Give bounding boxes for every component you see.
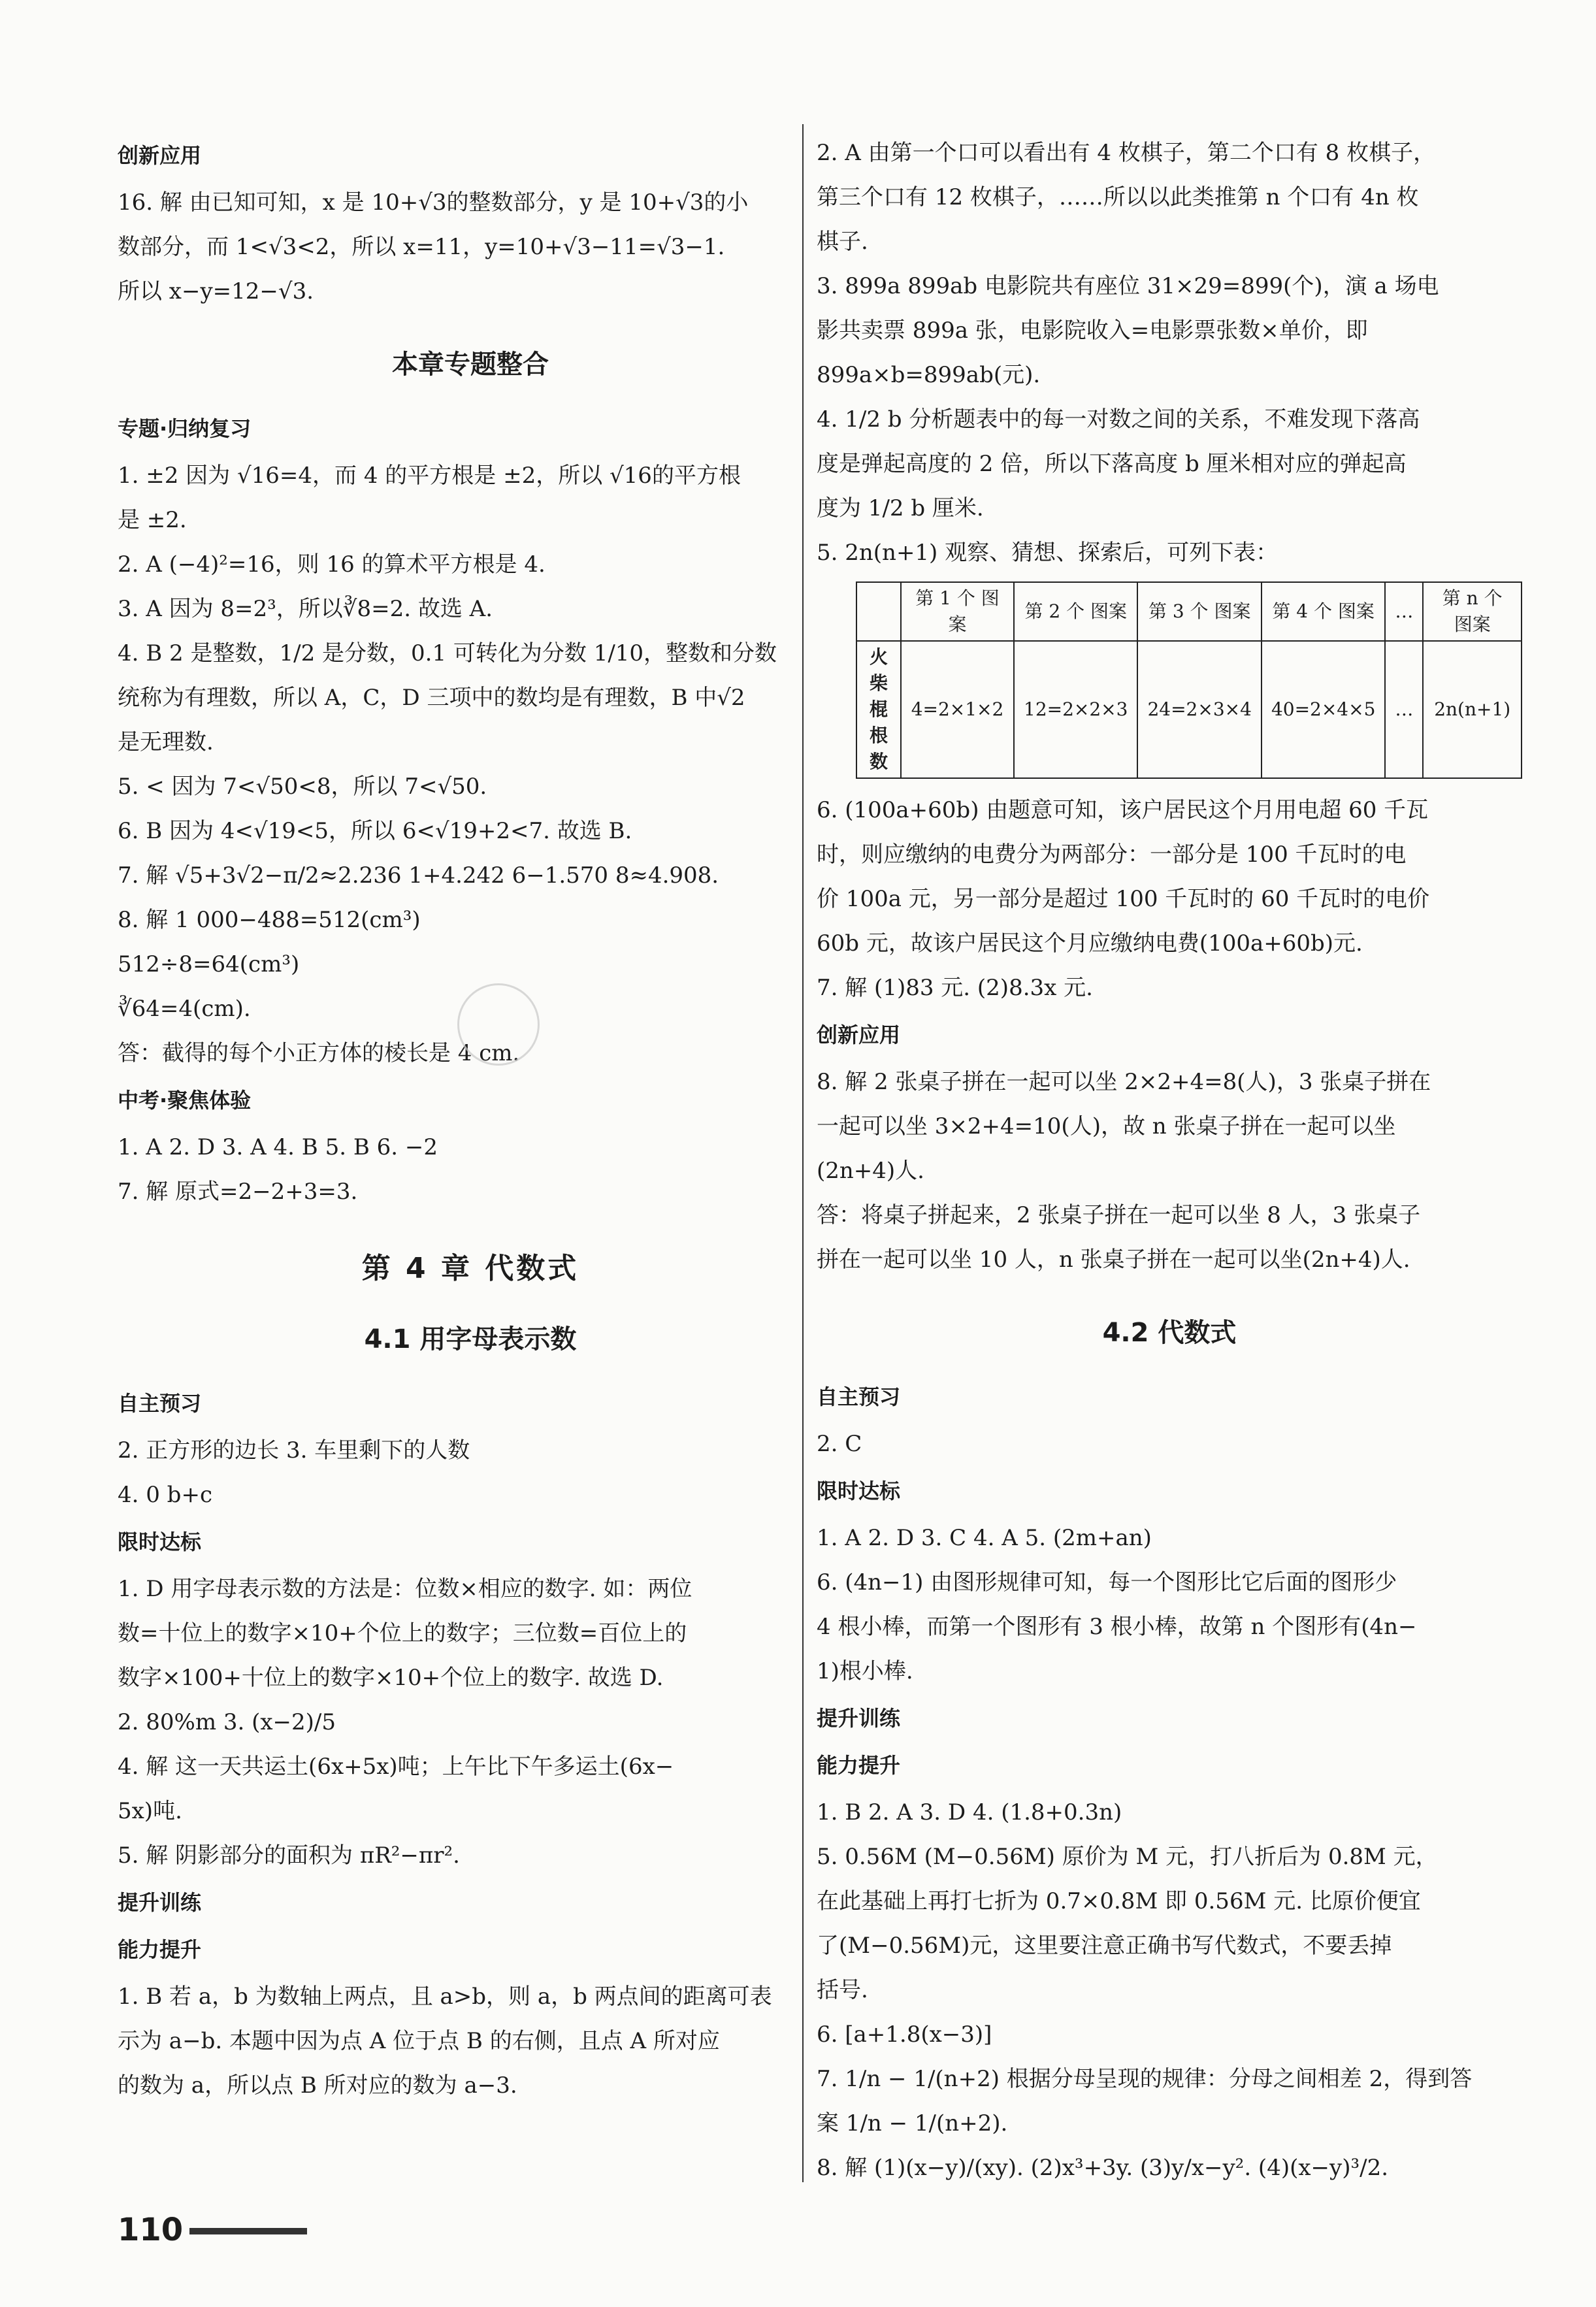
answer-line: (2n+4)人.: [817, 1158, 924, 1184]
answer-line: 7. 解 原式=2−2+3=3.: [118, 1179, 358, 1205]
table-header-cell: 第 3 个 图案: [1137, 582, 1261, 641]
answer-line: 价 100a 元，另一部分是超过 100 千瓦时的 60 千瓦时的电价: [817, 886, 1430, 912]
answer-line: 2. 正方形的边长 3. 车里剩下的人数: [118, 1437, 470, 1464]
answer-line: 1. A 2. D 3. A 4. B 5. B 6. −2: [118, 1134, 438, 1160]
table-cell: 4=2×1×2: [901, 641, 1014, 778]
table-header-cell: [856, 582, 901, 641]
answer-line: 6. B 因为 4<√19<5，所以 6<√19+2<7. 故选 B.: [118, 818, 632, 844]
answer-line: 60b 元，故该户居民这个月应缴纳电费(100a+60b)元.: [817, 930, 1363, 957]
answer-line: 8. 解 2 张桌子拼在一起可以坐 2×2+4=8(人)，3 张桌子拼在: [817, 1069, 1431, 1095]
answer-line: 1. ±2 因为 √16=4，而 4 的平方根是 ±2，所以 √16的平方根: [118, 463, 741, 489]
answer-line: 示为 a−b. 本题中因为点 A 位于点 B 的右侧，且点 A 所对应: [118, 2028, 720, 2054]
answer-line: 棋子.: [817, 229, 868, 255]
answer-line: 7. 解 (1)83 元. (2)8.3x 元.: [817, 975, 1093, 1001]
answer-line: 7. 解 √5+3√2−π/2≈2.236 1+4.242 6−1.570 8≈4.908.: [118, 862, 719, 889]
answer-line: 4. 解 这一天共运土(6x+5x)吨；上午比下午多运土(6x−: [118, 1754, 674, 1780]
answer-line: 899a×b=899ab(元).: [817, 362, 1041, 388]
answer-line: 6. [a+1.8(x−3)]: [817, 2021, 992, 2048]
subsection-review: 专题·归纳复习: [118, 416, 252, 441]
answer-16-line2: 数部分，而 1<√3<2，所以 x=11，y=10+√3−11=√3−1.: [118, 234, 725, 260]
answer-line: 是无理数.: [118, 729, 214, 755]
answer-line: 拼在一起可以坐 10 人，n 张桌子拼在一起可以坐(2n+4)人.: [817, 1247, 1410, 1273]
answer-line: 5. < 因为 7<√50<8，所以 7<√50.: [118, 774, 487, 800]
table-cell: 2n(n+1): [1423, 641, 1522, 778]
answer-line: 度为 1/2 b 厘米.: [817, 495, 984, 521]
answer-line: 在此基础上再打七折为 0.7×0.8M 即 0.56M 元. 比原价便宜: [817, 1888, 1421, 1914]
answer-line: 一起可以坐 3×2+4=10(人)，故 n 张桌子拼在一起可以坐: [817, 1113, 1396, 1139]
table-row-label: 火柴棍根数: [856, 641, 901, 778]
answer-line: 统称为有理数，所以 A，C，D 三项中的数均是有理数，B 中√2: [118, 685, 745, 711]
table-cell: 12=2×2×3: [1014, 641, 1137, 778]
answer-line: 了(M−0.56M)元，这里要注意正确书写代数式，不要丢掉: [817, 1933, 1392, 1959]
subsection-training-2: 提升训练: [817, 1706, 901, 1731]
answer-line: 6. (100a+60b) 由题意可知，该户居民这个月用电超 60 千瓦: [817, 797, 1429, 823]
subsection-ability-2: 能力提升: [817, 1753, 901, 1778]
table-cell: 24=2×3×4: [1137, 641, 1261, 778]
left-column: [118, 131, 823, 2108]
answer-line: 答：截得的每个小正方体的棱长是 4 cm.: [118, 1040, 520, 1066]
section-4-1-title: 4.1 用字母表示数: [364, 1324, 577, 1354]
table-header-cell: …: [1385, 582, 1423, 641]
answer-line: 4. B 2 是整数，1/2 是分数，0.1 可转化为分数 1/10，整数和分数: [118, 640, 777, 666]
subsection-exam: 中考·聚焦体验: [118, 1088, 252, 1113]
subsection-timed-2: 限时达标: [817, 1479, 901, 1503]
topic-title: 本章专题整合: [392, 350, 549, 380]
answer-line: 4. 1/2 b 分析题表中的每一对数之间的关系，不难发现下落高: [817, 406, 1420, 433]
table-header-cell: 第 2 个 图案: [1014, 582, 1137, 641]
page-number-bar: [189, 2228, 307, 2234]
subsection-timed: 限时达标: [118, 1530, 202, 1554]
answer-line: 512÷8=64(cm³): [118, 951, 300, 977]
answer-line: 是 ±2.: [118, 507, 187, 533]
matchstick-table: [856, 581, 1522, 779]
answer-line: 时，则应缴纳的电费分为两部分：一部分是 100 千瓦时的电: [817, 842, 1407, 868]
table-header-cell: 第 1 个 图案: [901, 582, 1014, 641]
table-cell: …: [1385, 641, 1423, 778]
answer-line: 3. 899a 899ab 电影院共有座位 31×29=899(个)，演 a 场电: [817, 273, 1439, 299]
answer-line: 4. 0 b+c: [118, 1482, 212, 1508]
answer-line: 1. D 用字母表示数的方法是：位数×相应的数字. 如：两位: [118, 1576, 692, 1602]
answer-line: 5. 0.56M (M−0.56M) 原价为 M 元，打八折后为 0.8M 元，: [817, 1844, 1438, 1870]
answer-line: 8. 解 (1)(x−y)/(xy). (2)x³+3y. (3)y/x−y². (4)(x−y)³/2.: [817, 2155, 1389, 2181]
chapter-title: 第 4 章 代数式: [361, 1252, 579, 1285]
page-number: 110: [118, 2212, 184, 2248]
answer-line: 7. 1/n − 1/(n+2) 根据分母呈现的规律：分母之间相差 2，得到答: [817, 2066, 1473, 2092]
answer-line: 度是弹起高度的 2 倍，所以下落高度 b 厘米相对应的弹起高: [817, 451, 1407, 477]
answer-line: 数=十位上的数字×10+个位上的数字；三位数=百位上的: [118, 1620, 687, 1646]
answer-line: 5. 解 阴影部分的面积为 πR²−πr².: [118, 1842, 460, 1869]
stamp-icon: [457, 983, 540, 1066]
answer-16: 16. 解 由已知可知，x 是 10+√3的整数部分，y 是 10+√3的小: [118, 189, 749, 216]
answer-line: 案 1/n − 1/(n+2).: [817, 2110, 1008, 2136]
answer-line: 影共卖票 899a 张，电影院收入=电影票张数×单价，即: [817, 318, 1368, 344]
answer-line: 括号.: [817, 1977, 868, 2003]
answer-line: 的数为 a，所以点 B 所对应的数为 a−3.: [118, 2072, 517, 2099]
table-header-cell: 第 4 个 图案: [1262, 582, 1385, 641]
answer-line: 6. (4n−1) 由图形规律可知，每一个图形比它后面的图形少: [817, 1569, 1397, 1595]
subsection-preview-2: 自主预习: [817, 1384, 901, 1409]
answer-line: ∛64=4(cm).: [118, 996, 251, 1022]
answer-line: 答：将桌子拼起来，2 张桌子拼在一起可以坐 8 人，3 张桌子: [817, 1202, 1421, 1228]
section-innovation-2: 创新应用: [817, 1023, 901, 1047]
right-column: [817, 131, 1522, 2190]
subsection-preview: 自主预习: [118, 1391, 202, 1416]
answer-line: 1. A 2. D 3. C 4. A 5. (2m+an): [817, 1525, 1152, 1551]
answer-line: 5. 2n(n+1) 观察、猜想、探索后，可列下表：: [817, 540, 1278, 566]
answer-line: 数字×100+十位上的数字×10+个位上的数字. 故选 D.: [118, 1665, 664, 1691]
table-header-cell: 第 n 个 图案: [1423, 582, 1522, 641]
answer-line: 1. B 2. A 3. D 4. (1.8+0.3n): [817, 1799, 1122, 1825]
answer-line: 8. 解 1 000−488=512(cm³): [118, 907, 421, 933]
table-cell: 40=2×4×5: [1262, 641, 1385, 778]
answer-line: 5x)吨.: [118, 1798, 182, 1824]
answer-line: 4 根小棒，而第一个图形有 3 根小棒，故第 n 个图形有(4n−: [817, 1614, 1417, 1640]
section-innovation: 创新应用: [118, 143, 202, 168]
answer-line: 2. 80%m 3. (x−2)/5: [118, 1709, 336, 1735]
answer-line: 2. A (−4)²=16，则 16 的算术平方根是 4.: [118, 551, 546, 578]
answer-line: 2. A 由第一个口可以看出有 4 枚棋子，第二个口有 8 枚棋子，: [817, 140, 1436, 166]
answer-line: 1)根小棒.: [817, 1658, 913, 1684]
answer-line: 2. C: [817, 1431, 862, 1457]
answer-line: 第三个口有 12 枚棋子，……所以以此类推第 n 个口有 4n 枚: [817, 184, 1419, 210]
answer-line: 3. A 因为 8=2³，所以∛8=2. 故选 A.: [118, 596, 493, 622]
table-header-row: [856, 582, 1522, 641]
answer-line: 1. B 若 a，b 为数轴上两点，且 a>b，则 a，b 两点间的距离可表: [118, 1984, 772, 2010]
section-4-2-title: 4.2 代数式: [1102, 1318, 1237, 1348]
subsection-ability: 能力提升: [118, 1937, 202, 1962]
subsection-training: 提升训练: [118, 1890, 202, 1915]
answer-16-line3: 所以 x−y=12−√3.: [118, 278, 314, 304]
table-row: [856, 641, 1522, 778]
